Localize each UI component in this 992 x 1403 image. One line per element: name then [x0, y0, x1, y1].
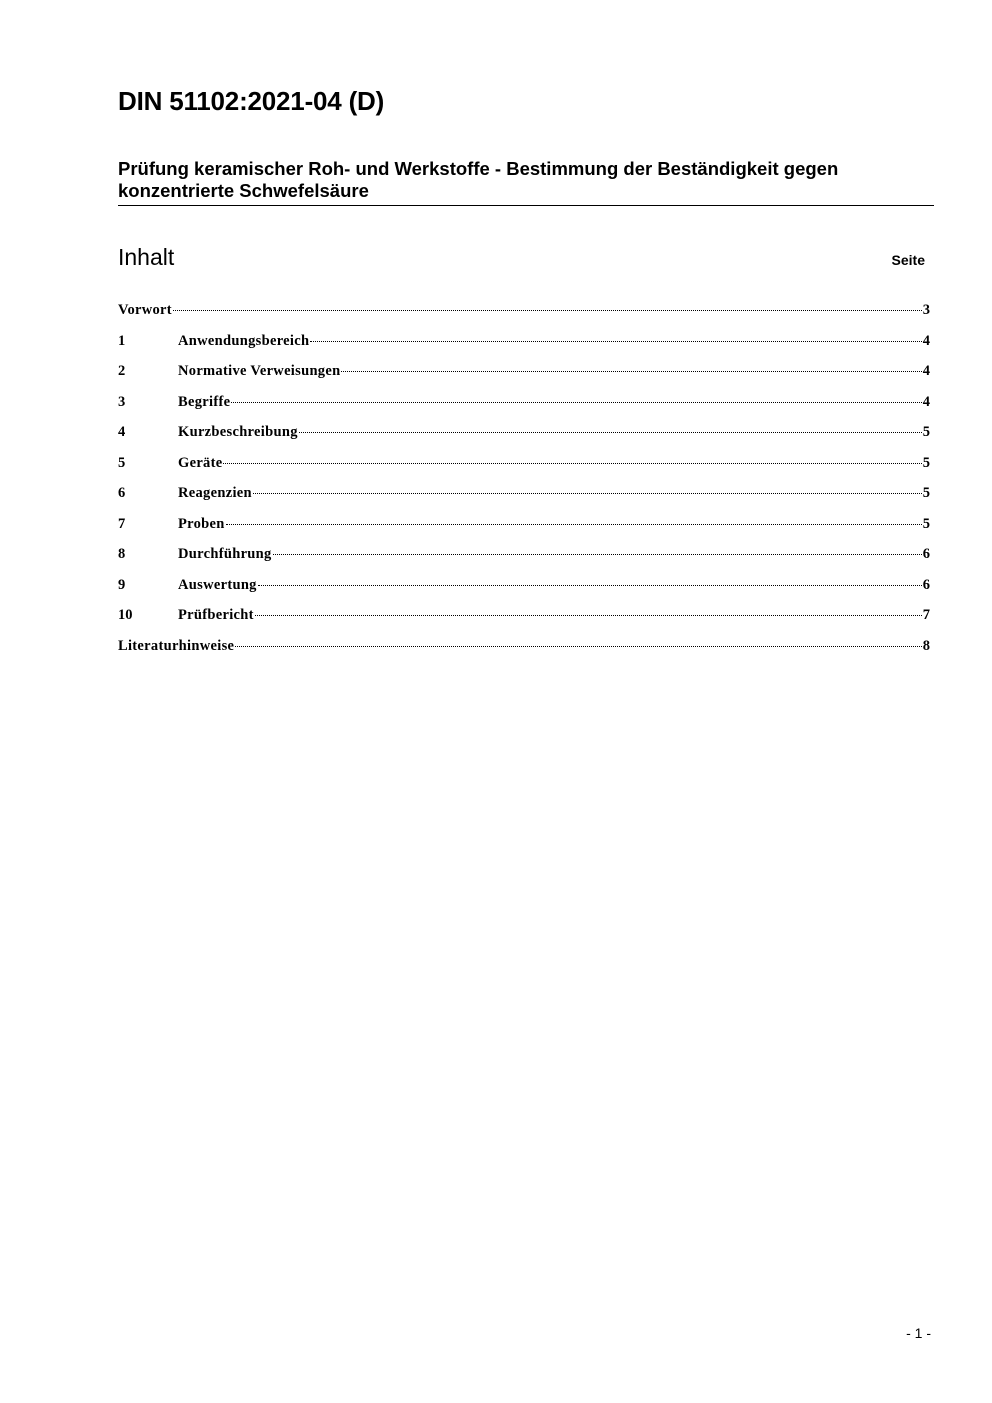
- toc-entry-label: Reagenzien: [178, 485, 252, 501]
- toc-entry-page: 7: [922, 607, 930, 623]
- toc-entry-leader: [223, 463, 921, 464]
- table-of-contents: [118, 302, 930, 668]
- toc-entry-page: 4: [922, 332, 930, 349]
- toc-entry-page: 3: [922, 302, 930, 318]
- toc-entry-page: 5: [922, 515, 930, 532]
- toc-entry-label: Proben: [178, 515, 225, 532]
- toc-entry-geraete[interactable]: [118, 455, 930, 486]
- page-number: - 1 -: [906, 1325, 931, 1341]
- toc-entry-number: 4: [118, 424, 126, 440]
- toc-entry-label: Geräte: [178, 454, 223, 471]
- toc-entry-label: Normative Verweisungen: [178, 363, 341, 379]
- toc-entry-pruefbericht[interactable]: [118, 607, 930, 638]
- toc-entry-leader: [310, 341, 921, 342]
- toc-entry-anwendungsbereich[interactable]: [118, 333, 930, 364]
- toc-entry-leader: [255, 615, 922, 616]
- toc-entry-page: 5: [922, 454, 930, 471]
- toc-entry-page: 4: [922, 393, 930, 410]
- toc-entry-number: 2: [118, 363, 126, 379]
- toc-entry-page: 6: [922, 546, 930, 562]
- toc-entry-leader: [231, 402, 921, 403]
- toc-entry-page: 4: [922, 363, 930, 379]
- toc-entry-auswertung[interactable]: [118, 577, 930, 608]
- toc-entry-number: 5: [118, 454, 126, 471]
- toc-entry-page: 6: [922, 576, 930, 593]
- toc-entry-label: Prüfbericht: [178, 607, 254, 623]
- toc-entry-kurzbeschreibung[interactable]: [118, 424, 930, 455]
- toc-entry-leader: [235, 646, 922, 647]
- toc-entry-leader: [253, 493, 922, 494]
- toc-entry-durchfuehrung[interactable]: [118, 546, 930, 577]
- toc-entry-number: 9: [118, 576, 126, 593]
- toc-entry-page: 5: [922, 485, 930, 501]
- toc-entry-label: Vorwort: [118, 302, 172, 318]
- toc-entry-number: 1: [118, 332, 126, 349]
- toc-entry-label: Anwendungsbereich: [178, 332, 310, 349]
- toc-entry-leader: [273, 554, 922, 555]
- toc-entry-page: 8: [922, 637, 930, 654]
- toc-page-label: Seite: [891, 252, 925, 268]
- toc-entry-leader: [299, 432, 922, 433]
- toc-entry-label: Kurzbeschreibung: [178, 424, 298, 440]
- toc-heading: Inhalt: [118, 244, 175, 270]
- toc-entry-leader: [258, 585, 922, 586]
- toc-entry-leader: [226, 524, 922, 525]
- toc-entry-literaturhinweise[interactable]: [118, 638, 930, 669]
- toc-entry-number: 7: [118, 515, 126, 532]
- toc-entry-proben[interactable]: [118, 516, 930, 547]
- toc-entry-number: 3: [118, 393, 126, 410]
- toc-entry-label: Auswertung: [178, 576, 257, 593]
- toc-entry-page: 5: [922, 424, 930, 440]
- document-title: Prüfung keramischer Roh- und Werkstoffe - Bestimmung der Beständigkeit gegen konzentrierte Schwefelsäure: [118, 158, 934, 206]
- toc-entry-normative-verweisungen[interactable]: [118, 363, 930, 394]
- toc-entry-number: 6: [118, 485, 126, 501]
- document-id: DIN 51102:2021-04 (D): [118, 86, 385, 116]
- toc-entry-begriffe[interactable]: [118, 394, 930, 425]
- toc-entry-label: Durchführung: [178, 546, 272, 562]
- toc-entry-leader: [341, 371, 921, 372]
- toc-entry-number: 8: [118, 546, 126, 562]
- toc-entry-label: Literaturhinweise: [118, 637, 235, 654]
- toc-entry-vorwort[interactable]: [118, 302, 930, 333]
- toc-entry-number: 10: [118, 607, 133, 623]
- toc-entry-leader: [173, 310, 922, 311]
- toc-entry-label: Begriffe: [178, 393, 231, 410]
- toc-entry-reagenzien[interactable]: [118, 485, 930, 516]
